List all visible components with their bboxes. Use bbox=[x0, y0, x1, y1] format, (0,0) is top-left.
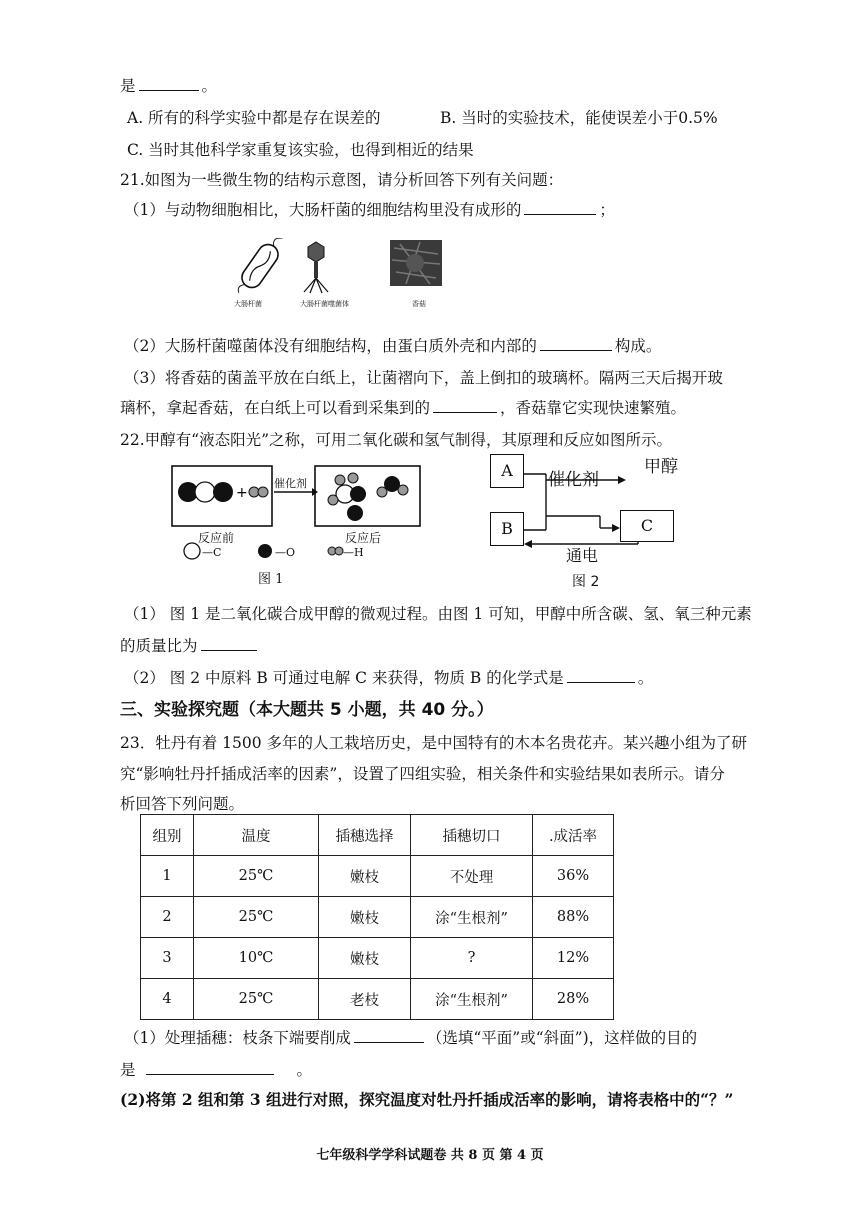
table-cell: 25℃ bbox=[194, 897, 319, 938]
box-b: B bbox=[490, 512, 524, 546]
table-cell: 25℃ bbox=[194, 979, 319, 1020]
q23-part1-mid: （选填“平面”或“斜面”)，这样做的目的 bbox=[426, 1029, 698, 1047]
table-row bbox=[141, 979, 614, 1020]
q21-part2-end: 构成。 bbox=[614, 337, 662, 355]
answer-blank[interactable] bbox=[354, 1028, 424, 1043]
table-cell: 10℃ bbox=[194, 938, 319, 979]
q23-part1-text: （1）处理插穗：枝条下端要削成 bbox=[124, 1029, 351, 1047]
q21-part2-text: （2）大肠杆菌噬菌体没有细胞结构，由蛋白质外壳和内部的 bbox=[124, 337, 537, 355]
q22-part2-text: （2） 图 2 中原料 B 可通过电解 C 来获得，物质 B 的化学式是 bbox=[124, 669, 564, 687]
svg-text:+: + bbox=[236, 485, 248, 501]
q20-option-b: B. 当时的实验技术，能使误差小于0.5% bbox=[440, 109, 718, 127]
mushroom-photo bbox=[390, 240, 442, 286]
caption-bacteriophage: 大肠杆菌噬菌体 bbox=[300, 300, 349, 308]
table-cell: ? bbox=[411, 938, 533, 979]
header-cutting: 插穗选择 bbox=[319, 815, 411, 856]
table-header-row bbox=[141, 815, 614, 856]
q23-part1 bbox=[124, 1028, 697, 1048]
table-row bbox=[141, 856, 614, 897]
fig1-catalyst-label: 催化剂 bbox=[274, 477, 307, 490]
q21-part1 bbox=[124, 200, 615, 220]
box-a: A bbox=[490, 454, 524, 488]
table-cell: 2 bbox=[141, 897, 194, 938]
fig1-before-label: 反应前 bbox=[198, 531, 235, 545]
q22-part1-line2 bbox=[120, 636, 260, 656]
q23-line1: 23．牡丹有着 1500 多年的人工栽培历史，是中国特有的木本名贵花卉。某兴趣小组为了研 bbox=[120, 734, 748, 752]
microbe-figures bbox=[230, 238, 460, 298]
table-cell: 25℃ bbox=[194, 856, 319, 897]
answer-blank[interactable] bbox=[201, 636, 257, 651]
q21-stem: 21.如图为一些微生物的结构示意图，请分析回答下列有关问题： bbox=[120, 171, 564, 189]
q20-answer-line bbox=[120, 76, 217, 96]
table-row bbox=[141, 938, 614, 979]
legend-hydrogen: —H bbox=[343, 546, 364, 559]
table-cell: 12% bbox=[533, 938, 614, 979]
caption-mushroom: 香菇 bbox=[412, 300, 426, 308]
answer-blank[interactable] bbox=[524, 200, 596, 215]
page-footer: 七年级科学学科试题卷 共 8 页 第 4 页 bbox=[316, 1148, 544, 1163]
q20-option-c: C. 当时其他科学家重复该实验，也得到相近的结果 bbox=[127, 141, 474, 159]
q21-part1-text: （1）与动物细胞相比，大肠杆菌的细胞结构里没有成形的 bbox=[124, 201, 522, 219]
figure-1-label: 图 1 bbox=[258, 572, 284, 587]
table-cell: 不处理 bbox=[411, 856, 533, 897]
table-cell: 1 bbox=[141, 856, 194, 897]
section-heading: 三、实验探究题（本大题共 5 小题，共 40 分。） bbox=[120, 700, 494, 720]
table-row bbox=[141, 897, 614, 938]
table-cell: 28% bbox=[533, 979, 614, 1020]
q22-stem: 22.甲醇有“液态阳光”之称，可用二氧化碳和氢气制得，其原理和反应如图所示。 bbox=[120, 431, 673, 449]
ecoli-drawing bbox=[232, 238, 292, 298]
results-table bbox=[140, 814, 614, 1020]
fig2-catalyst-label: 催化剂 bbox=[548, 470, 599, 490]
q22-part2-end: 。 bbox=[637, 669, 654, 687]
table-cell: 4 bbox=[141, 979, 194, 1020]
header-survival: .成活率 bbox=[533, 815, 614, 856]
answer-blank[interactable] bbox=[139, 76, 199, 91]
fig2-product-label: 甲醇 bbox=[644, 457, 678, 477]
fig1-after-label: 反应后 bbox=[345, 531, 382, 545]
q22-part1-text: 的质量比为 bbox=[120, 637, 198, 655]
q21-part3-line2 bbox=[120, 398, 686, 418]
answer-blank[interactable] bbox=[540, 336, 612, 351]
legend-carbon: —C bbox=[202, 546, 222, 559]
answer-blank[interactable] bbox=[146, 1060, 274, 1075]
table-cell: 涂“生根剂” bbox=[411, 979, 533, 1020]
table-cell: 老枝 bbox=[319, 979, 411, 1020]
bacteriophage-drawing bbox=[304, 242, 328, 293]
q22-part2 bbox=[124, 668, 653, 688]
q20-option-a: A. 所有的科学实验中都是存在误差的 bbox=[127, 109, 381, 127]
q23-part1-line2 bbox=[120, 1060, 312, 1080]
header-incision: 插穗切口 bbox=[411, 815, 533, 856]
header-group: 组别 bbox=[141, 815, 194, 856]
q23-line2: 究“影响牡丹扦插成活率的因素”，设置了四组实验，相关条件和实验结果如表所示。请分 bbox=[120, 765, 725, 783]
fig2-electrolysis-label: 通电 bbox=[566, 546, 599, 565]
figure-2-label: 图 2 bbox=[572, 574, 600, 590]
q21-part3-text: 璃杯，拿起香菇，在白纸上可以看到采集到的 bbox=[120, 399, 431, 417]
table-cell: 嫩枝 bbox=[319, 938, 411, 979]
q20-prefix: 是 bbox=[120, 77, 136, 95]
q21-part2 bbox=[124, 336, 661, 356]
header-temperature: 温度 bbox=[194, 815, 319, 856]
q21-part3-end: ，香菇靠它实现快速繁殖。 bbox=[500, 399, 687, 417]
q23-part1-end: 。 bbox=[296, 1061, 313, 1079]
q21-part3-line1: （3）将香菇的菌盖平放在白纸上，让菌褶向下，盖上倒扣的玻璃杯。隔两三天后揭开玻 bbox=[124, 369, 723, 387]
table-cell: 嫩枝 bbox=[319, 856, 411, 897]
table-cell: 3 bbox=[141, 938, 194, 979]
answer-blank[interactable] bbox=[567, 668, 635, 683]
answer-blank[interactable] bbox=[433, 398, 497, 413]
caption-ecoli: 大肠杆菌 bbox=[234, 300, 262, 308]
table-cell: 涂“生根剂” bbox=[411, 897, 533, 938]
table-cell: 嫩枝 bbox=[319, 897, 411, 938]
table-cell: 36% bbox=[533, 856, 614, 897]
q23-line3: 析回答下列问题。 bbox=[120, 795, 245, 813]
q23-part2: (2)将第 2 组和第 3 组进行对照，探究温度对牡丹扦插成活率的影响，请将表格中的“？” bbox=[120, 1090, 734, 1109]
q21-part1-end: ； bbox=[599, 201, 615, 219]
q22-part1-line1: （1） 图 1 是二氧化碳合成甲醇的微观过程。由图 1 可知，甲醇中所含碳、氢、氧三种元素 bbox=[124, 605, 752, 623]
q23-part1-line2-text: 是 bbox=[120, 1061, 136, 1079]
q20-end: 。 bbox=[201, 77, 218, 95]
legend-oxygen: —O bbox=[275, 546, 296, 559]
box-c: C bbox=[620, 510, 674, 542]
table-cell: 88% bbox=[533, 897, 614, 938]
